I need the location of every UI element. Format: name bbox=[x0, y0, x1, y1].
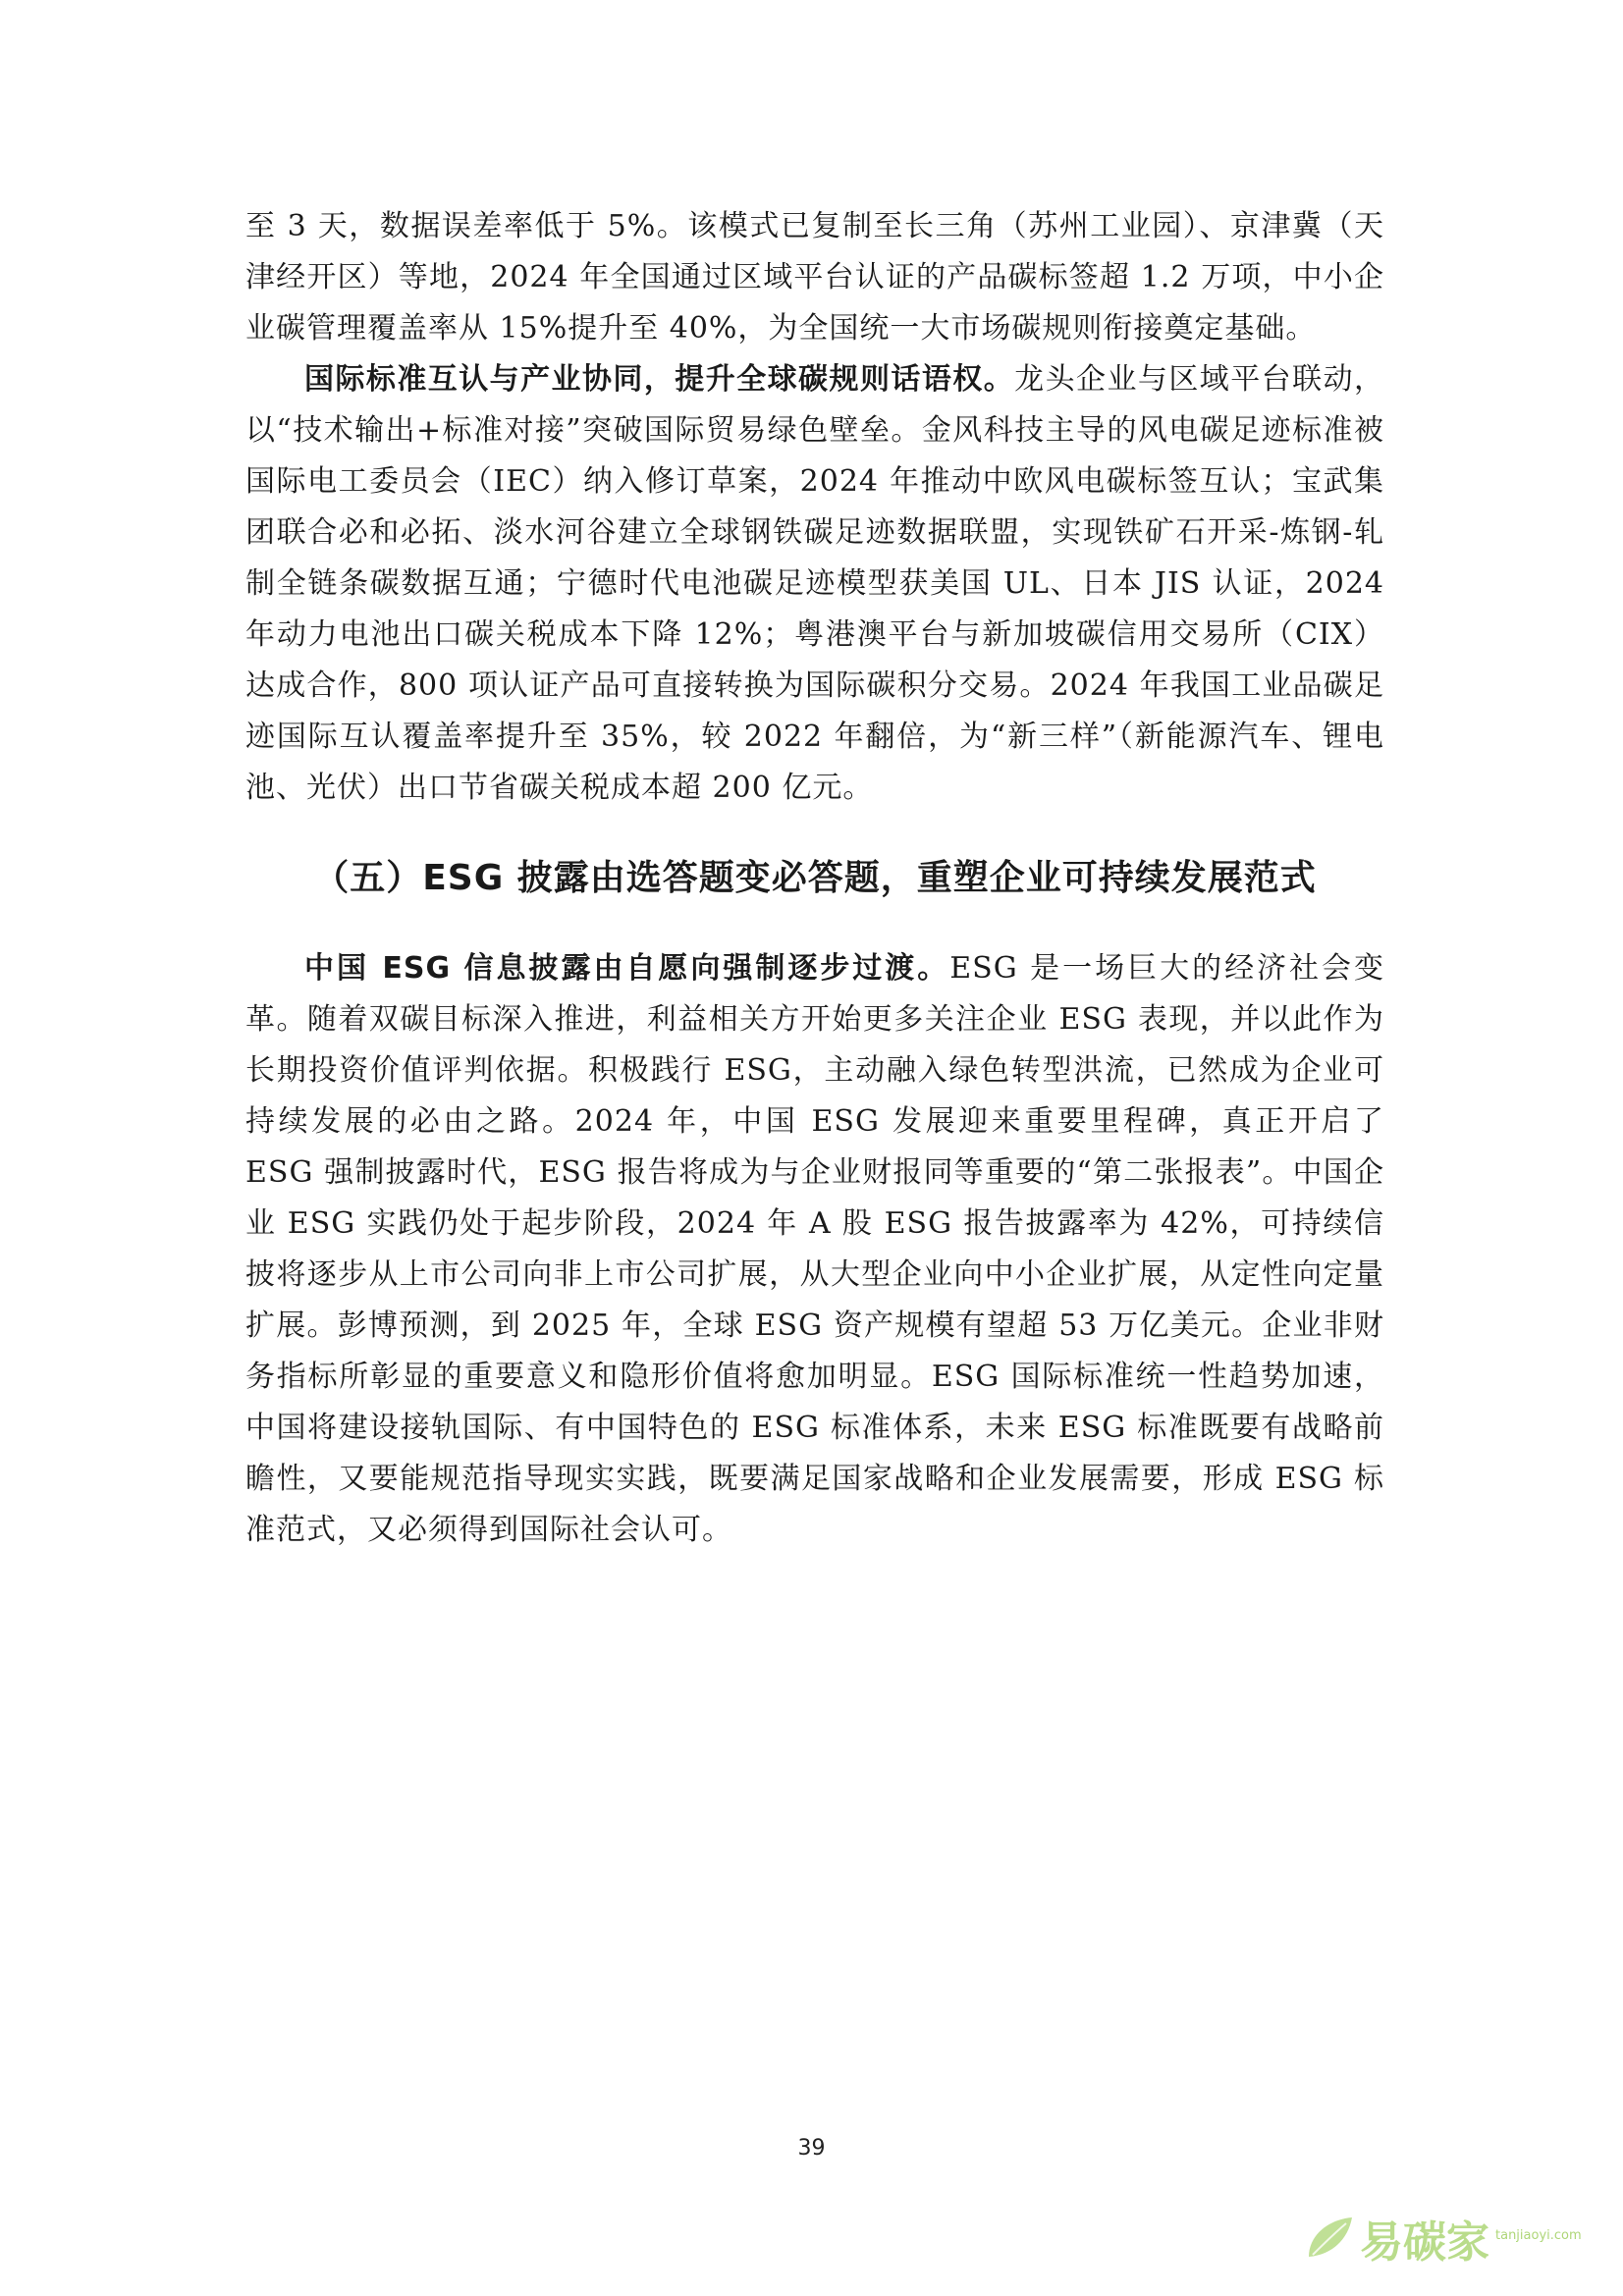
page-content bbox=[245, 201, 1384, 1556]
paragraph-lead: 中国 ESG 信息披露由自愿向强制逐步过渡。 bbox=[304, 951, 950, 986]
paragraph-body: 龙头企业与区域平台联动，以“技术输出+标准对接”突破国际贸易绿色壁垒。金风科技主导的风电碳足迹标准被国际电工委员会（IEC）纳入修订草案，2024 年推动中欧风电碳标签互认；宝武集团联合必和必拓、淡水河谷建立全球钢铁碳足迹数据联盟，实现铁矿石开采-炼钢-轧制全链条碳数据互通；宁德时代电池碳足迹模型获美国 UL、日本 JIS 认证，2024 年动力电池出口碳关税成本下降 12%；粤港澳平台与新加坡碳信用交易所（CIX）达成合作，800 项认证产品可直接转换为国际碳积分交易。2024 年我国工业品碳足迹国际互认覆盖率提升至 35%，较 2022 年翻倍，为“新三样”（新能源汽车、锂电池、光伏）出口节省碳关税成本超 200 亿元。 bbox=[245, 362, 1385, 805]
page-number: 39 bbox=[797, 2136, 826, 2161]
watermark-domain: tanjiaoyi.com bbox=[1495, 2228, 1582, 2243]
paragraph-lead: 国际标准互认与产业协同，提升全球碳规则话语权。 bbox=[304, 362, 1015, 397]
section-heading: （五）ESG 披露由选答题变必答题，重塑企业可持续发展范式 bbox=[313, 858, 1317, 898]
paragraph-esg-disclosure bbox=[245, 943, 1384, 1556]
watermark-logo bbox=[1299, 2206, 1584, 2274]
paragraph-body: ESG 是一场巨大的经济社会变革。随着双碳目标深入推进，利益相关方开始更多关注企业 ESG 表现，并以此作为长期投资价值评判依据。积极践行 ESG，主动融入绿色转型洪流，已然成为企业可持续发展的必由之路。2024 年，中国 ESG 发展迎来重要里程碑，真正开启了 ESG 强制披露时代，ESG 报告将成为与企业财报同等重要的“第二张报表”。中国企业 ESG 实践仍处于起步阶段，2024 年 A 股 ESG 报告披露率为 42%，可持续信披将逐步从上市公司向非上市公司扩展，从大型企业向中小企业扩展，从定性向定量扩展。彭博预测，到 2025 年，全球 ESG 资产规模有望超 53 万亿美元。企业非财务指标所彰显的重要意义和隐形价值将愈加明显。ESG 国际标准统一性趋势加速，中国将建设接轨国际、有中国特色的 ESG 标准体系，未来 ESG 标准既要有战略前瞻性，又要能规范指导现实实践，既要满足国家战略和企业发展需要，形成 ESG 标准范式，又必须得到国际社会认可。 bbox=[245, 951, 1384, 1547]
watermark-brand: 易碳家 bbox=[1360, 2217, 1489, 2268]
paragraph-international-standards bbox=[245, 354, 1384, 814]
paragraph-continuation: 至 3 天，数据误差率低于 5%。该模式已复制至长三角（苏州工业园）、京津冀（天津经开区）等地，2024 年全国通过区域平台认证的产品碳标签超 1.2 万项，中小企业碳管理覆盖率从 15%提升至 40%，为全国统一大市场碳规则衔接奠定基础。 bbox=[245, 209, 1384, 346]
watermark-logo-icon bbox=[1299, 2206, 1584, 2274]
